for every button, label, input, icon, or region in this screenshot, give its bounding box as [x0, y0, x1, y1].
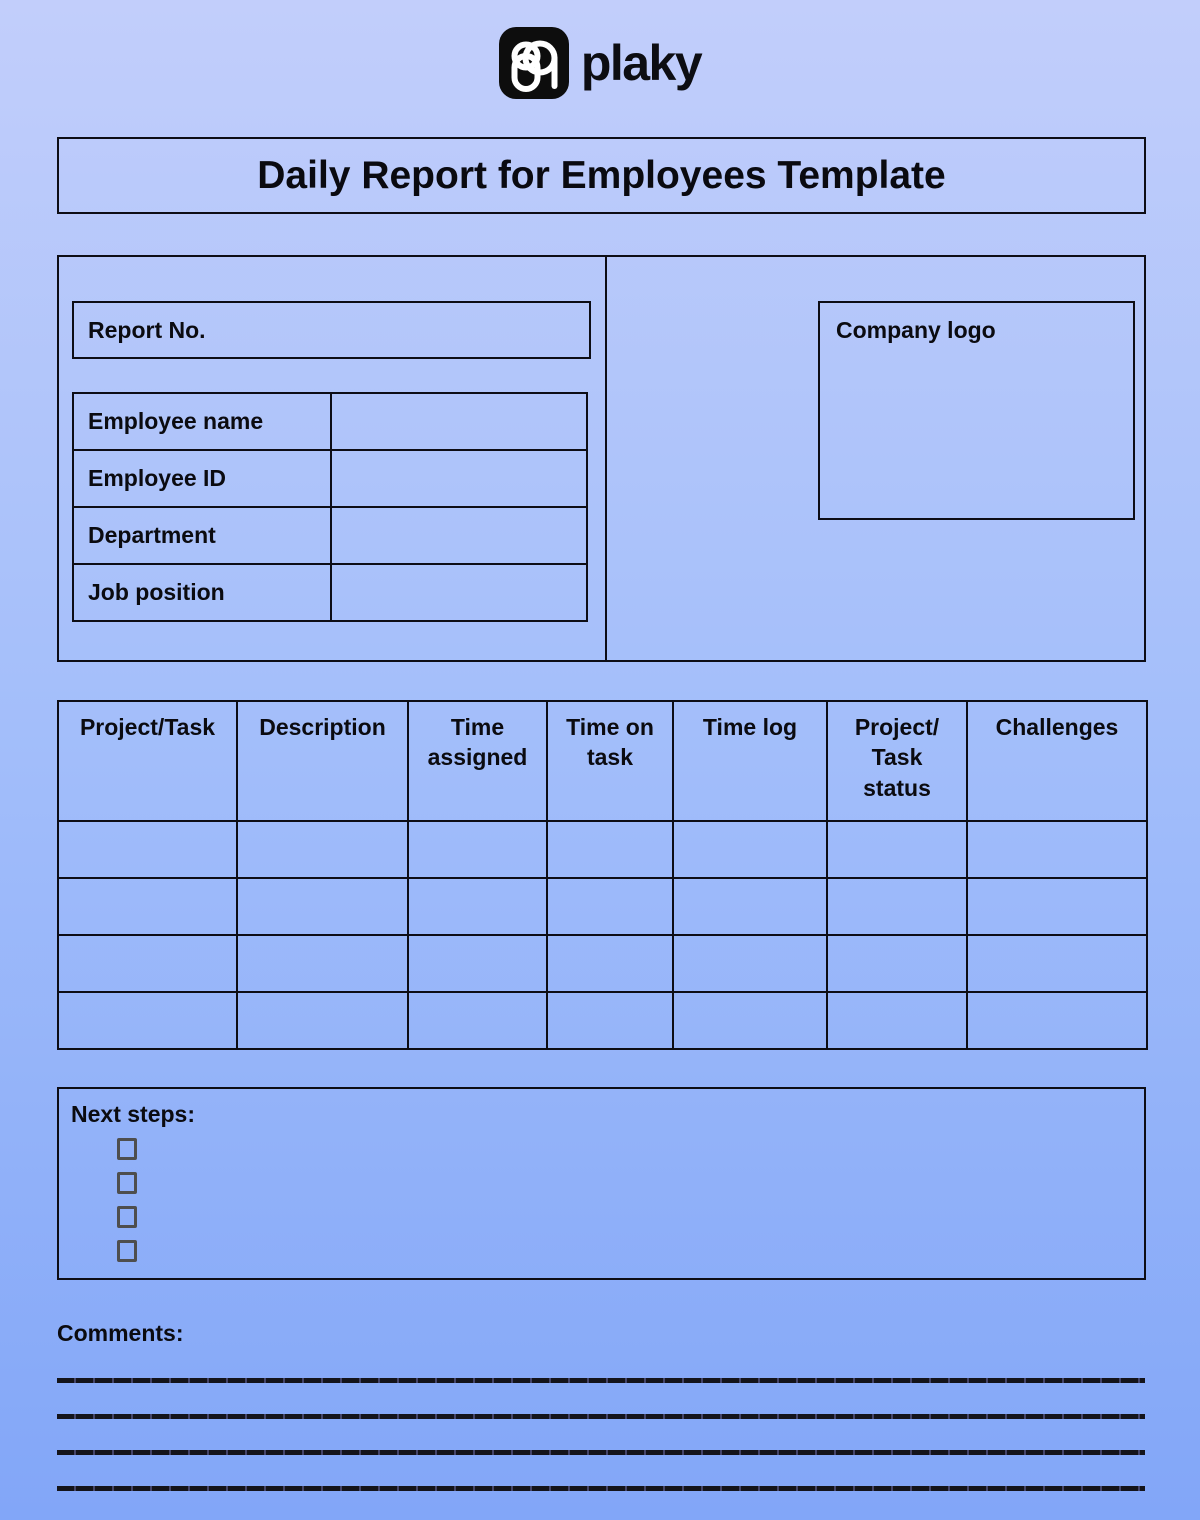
field-value-department[interactable] [331, 507, 587, 564]
table-cell[interactable] [827, 992, 967, 1049]
table-cell[interactable] [58, 878, 237, 935]
comments-section [57, 1320, 1145, 1491]
table-cell[interactable] [547, 821, 673, 878]
comment-line[interactable] [57, 1486, 1145, 1491]
field-value-employee-name[interactable] [331, 393, 587, 450]
comment-line[interactable] [57, 1414, 1145, 1419]
table-cell[interactable] [237, 878, 408, 935]
checkbox[interactable] [117, 1206, 137, 1228]
company-logo-label: Company logo [836, 317, 996, 343]
checkbox[interactable] [117, 1172, 137, 1194]
checkbox[interactable] [117, 1240, 137, 1262]
report-no-label: Report No. [88, 316, 206, 343]
table-cell[interactable] [408, 878, 547, 935]
table-cell[interactable] [673, 935, 827, 992]
table-row [73, 393, 587, 450]
table-row [73, 564, 587, 621]
table-cell[interactable] [58, 821, 237, 878]
table-cell[interactable] [673, 992, 827, 1049]
column-header-time-assigned: Time assigned [408, 701, 547, 821]
table-cell[interactable] [967, 821, 1147, 878]
table-cell[interactable] [408, 821, 547, 878]
table-cell[interactable] [408, 992, 547, 1049]
table-row [58, 935, 1147, 992]
column-header-challenges: Challenges [967, 701, 1147, 821]
checkbox[interactable] [117, 1138, 137, 1160]
column-header-time-on-task: Time on task [547, 701, 673, 821]
employee-table [72, 392, 588, 622]
comment-line[interactable] [57, 1378, 1145, 1383]
table-cell[interactable] [237, 935, 408, 992]
field-value-job-position[interactable] [331, 564, 587, 621]
plaky-wordmark: plaky [580, 35, 702, 91]
table-cell[interactable] [967, 992, 1147, 1049]
table-row [73, 450, 587, 507]
info-left-panel [59, 257, 607, 660]
page-title: Daily Report for Employees Template [257, 153, 946, 197]
field-label-employee-name: Employee name [73, 393, 331, 450]
task-table [57, 700, 1148, 1050]
table-cell[interactable] [58, 992, 237, 1049]
next-steps-label: Next steps: [71, 1101, 195, 1127]
field-label-job-position: Job position [73, 564, 331, 621]
comment-line[interactable] [57, 1450, 1145, 1455]
field-value-employee-id[interactable] [331, 450, 587, 507]
field-label-department: Department [73, 507, 331, 564]
table-cell[interactable] [827, 878, 967, 935]
table-row [58, 878, 1147, 935]
table-cell[interactable] [237, 821, 408, 878]
info-right-panel [607, 257, 1144, 660]
table-row [58, 821, 1147, 878]
table-cell[interactable] [967, 878, 1147, 935]
table-cell[interactable] [673, 821, 827, 878]
next-steps-checkboxes [117, 1138, 1144, 1262]
title-box [57, 137, 1146, 214]
column-header-description: Description [237, 701, 408, 821]
table-row [58, 992, 1147, 1049]
table-cell[interactable] [547, 992, 673, 1049]
table-cell[interactable] [408, 935, 547, 992]
table-cell[interactable] [237, 992, 408, 1049]
table-row [73, 507, 587, 564]
plaky-logo [0, 24, 1200, 102]
table-cell[interactable] [547, 935, 673, 992]
next-steps-box [57, 1087, 1146, 1280]
report-no-box[interactable] [72, 301, 591, 359]
column-header-time-log: Time log [673, 701, 827, 821]
table-cell[interactable] [58, 935, 237, 992]
info-section [57, 255, 1146, 662]
plaky-logo-icon [499, 27, 569, 99]
table-cell[interactable] [827, 935, 967, 992]
table-cell[interactable] [673, 878, 827, 935]
header-row [58, 701, 1147, 821]
table-cell[interactable] [967, 935, 1147, 992]
table-cell[interactable] [547, 878, 673, 935]
column-header-project-task-status: Project/​Task status [827, 701, 967, 821]
field-label-employee-id: Employee ID [73, 450, 331, 507]
comments-label: Comments: [57, 1320, 184, 1346]
table-cell[interactable] [827, 821, 967, 878]
company-logo-box[interactable] [818, 301, 1135, 520]
column-header-project-task: Project/Task [58, 701, 237, 821]
